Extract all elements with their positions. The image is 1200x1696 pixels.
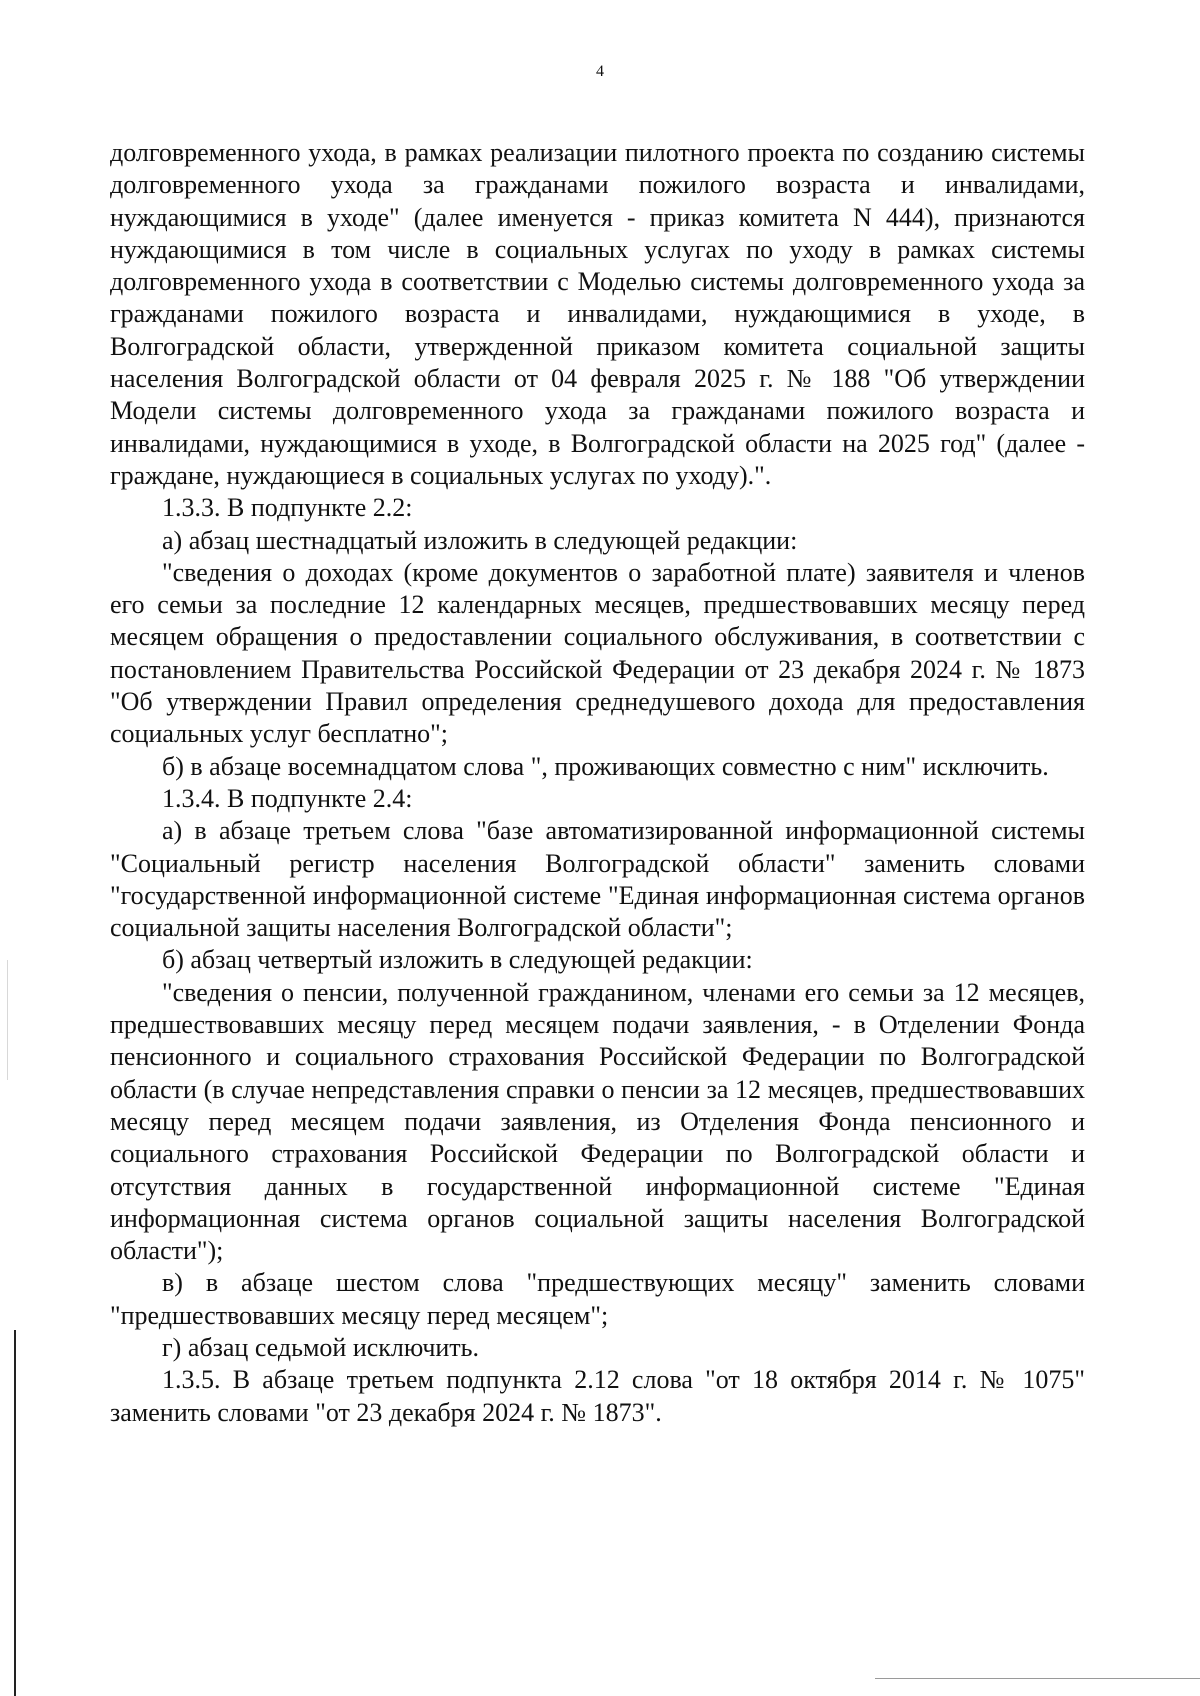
paragraph-subitem-b-2: б) абзац четвертый изложить в следующей редакции: xyxy=(162,945,753,975)
scan-edge-mark xyxy=(7,960,8,1080)
paragraph-item-1-3-5: 1.3.5. В абзаце третьем подпункта 2.12 слова "от 18 октября 2014 г. № 1075" заменить словами "от 23 декабря 2024 г. № 1873". xyxy=(110,1365,1085,1427)
paragraph-subitem-v: в) в абзаце шестом слова "предшествующих месяцу" заменить словами "предшествовавших месяцу перед месяцем"; xyxy=(110,1268,1085,1330)
paragraph-subitem-a: а) абзац шестнадцатый изложить в следующей редакции: xyxy=(162,525,798,555)
paragraph-quoted-income: "сведения о доходах (кроме документов о заработной плате) заявителя и членов его семьи за последние 12 календарных месяцев, предшествовавших месяцу перед месяцем обращения о предоставлении социального обслуживания, в соответствии с постановлением Правительства Российской Федерации от 23 декабря 2024 г. № 1873 "Об утверждении Правил определения среднедушевого дохода для предоставления социальных услуг бесплатно"; xyxy=(110,557,1085,749)
paragraph-continuation: долговременного ухода, в рамках реализации пилотного проекта по созданию системы долговременного ухода за гражданами пожилого возраста и инвалидами, нуждающимися в уходе" (далее именуется - приказ комитета N 444), признаются нуждающимися в том числе в социальных услугах по уходу в рамках системы долговременного ухода в соответствии с Моделью системы долговременного ухода за гражданами пожилого возраста и инвалидами, нуждающимися в уходе, в Волгоградской области, утвержденной приказом комитета социальной защиты населения Волгоградской области от 04 февраля 2025 г. № 188 "Об утверждении Модели системы долговременного ухода за гражданами пожилого возраста и инвалидами, нуждающимися в уходе, в Волгоградской области на 2025 год" (далее - граждане, нуждающиеся в социальных услугах по уходу).". xyxy=(110,138,1085,490)
paragraph-subitem-a-2: а) в абзаце третьем слова "базе автоматизированной информационной системы "Социальный регистр населения Волгоградской области" заменить словами "государственной информационной системе "Единая информационная система органов социальной защиты населения Волгоградской области"; xyxy=(110,816,1085,943)
paragraph-subitem-b: б) в абзаце восемнадцатом слова ", проживающих совместно с ним" исключить. xyxy=(162,751,1049,781)
page-number: 4 xyxy=(596,63,604,80)
paragraph-item-1-3-4: 1.3.4. В подпункте 2.4: xyxy=(162,783,413,813)
paragraph-item-1-3-3: 1.3.3. В подпункте 2.2: xyxy=(162,493,413,523)
scan-left-border xyxy=(14,1330,16,1696)
paragraph-subitem-g: г) абзац седьмой исключить. xyxy=(162,1332,480,1362)
paragraph-quoted-pension: "сведения о пенсии, полученной гражданином, членами его семьи за 12 месяцев, предшествовавших месяцу перед месяцем подачи заявления, - в Отделении Фонда пенсионного и социального страхования Российской Федерации по Волгоградской области (в случае непредставления справки о пенсии за 12 месяцев, предшествовавших месяцу перед месяцем подачи заявления, из Отделения Фонда пенсионного и социального страхования Российской Федерации по Волгоградской области и отсутствия данных в государственной информационной системе "Единая информационная система органов социальной защиты населения Волгоградской области"); xyxy=(110,977,1085,1266)
document-body xyxy=(110,137,1085,1429)
scan-bottom-rule xyxy=(875,1678,1200,1679)
